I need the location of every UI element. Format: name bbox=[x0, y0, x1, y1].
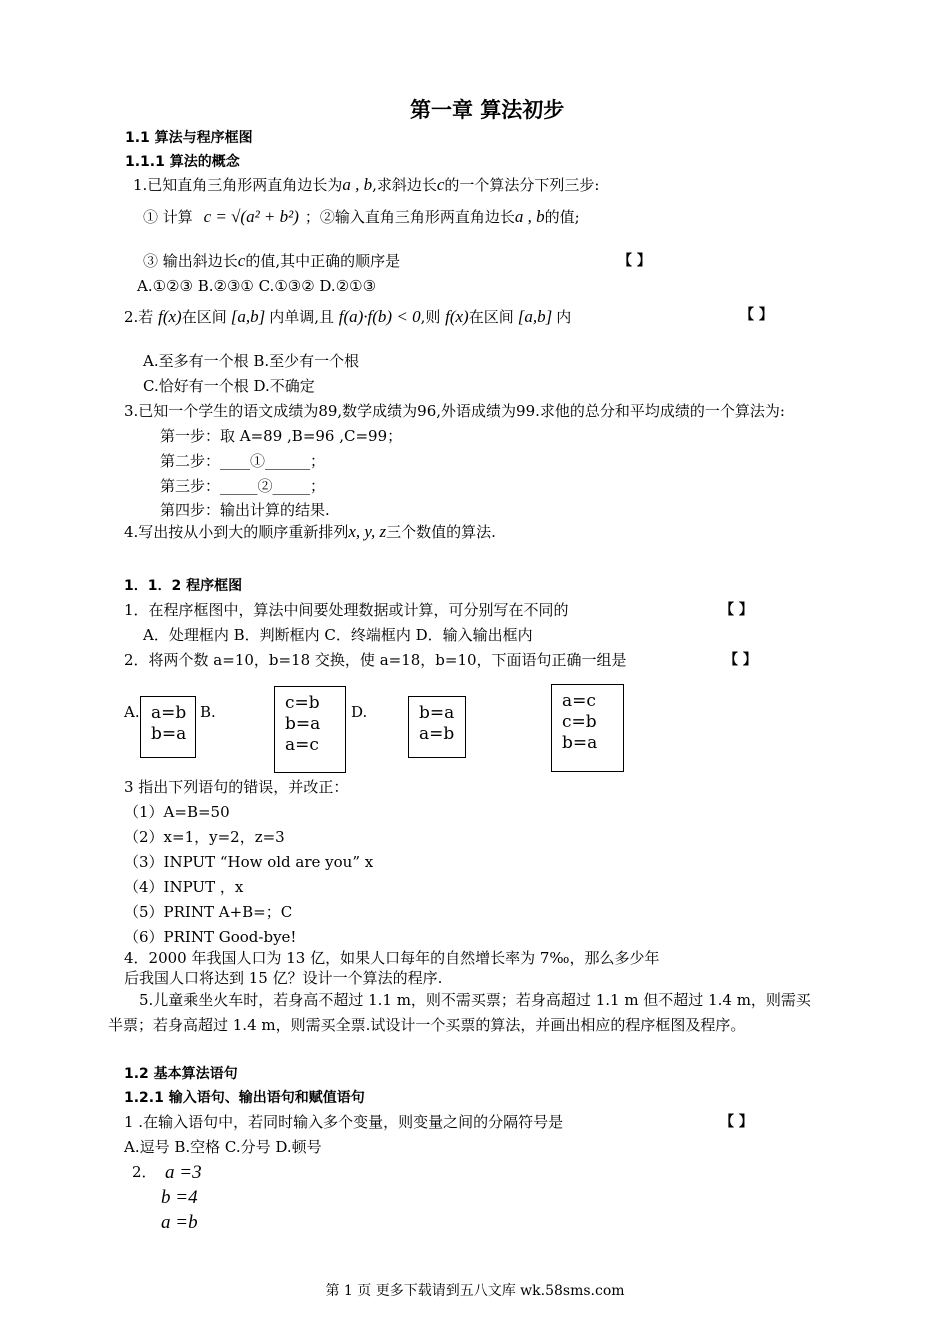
q1-step3-text: 的值,其中正确的顺序是 bbox=[245, 252, 401, 270]
p2-label-a: A. bbox=[124, 703, 140, 721]
q1-step3 bbox=[143, 251, 400, 271]
p2-answer-bracket: 【 】 bbox=[724, 652, 757, 668]
q2-interval: [a,b] bbox=[230, 307, 266, 326]
q4-vars: x, y, z bbox=[348, 522, 387, 541]
page-title: 第一章 算法初步 bbox=[410, 98, 565, 122]
r2-code-line: a =3 bbox=[165, 1162, 202, 1183]
q1-var-ab: a , b bbox=[342, 175, 373, 194]
q2-text-4: ,则 bbox=[420, 308, 441, 326]
q1-var-c: c bbox=[436, 175, 445, 194]
r1-stem: 1 .在输入语句中，若同时输入多个变量，则变量之间的分隔符号是 bbox=[124, 1113, 564, 1131]
p2-box-d-line: b=a bbox=[562, 733, 598, 753]
q1-step1-text: ；②输入直角三角形两直角边长 bbox=[304, 208, 515, 226]
p2-box-b-line: c=b bbox=[285, 693, 320, 713]
p2-box-d bbox=[551, 684, 624, 772]
q1-answer-bracket: 【 】 bbox=[618, 253, 651, 269]
r1-options: A.逗号 B.空格 C.分号 D.顿号 bbox=[124, 1138, 322, 1156]
p3-item: （6）PRINT Good-bye! bbox=[124, 928, 297, 946]
p3-item: （1）A=B=50 bbox=[124, 803, 230, 821]
p2-box-d-line: a=c bbox=[562, 691, 596, 711]
q1-step1 bbox=[143, 207, 580, 227]
q2-options-1: A.至多有一个根 B.至少有一个根 bbox=[143, 352, 360, 370]
p2-stem: 2．将两个数 a=10，b=18 交换，使 a=18，b=10，下面语句正确一组是 bbox=[124, 651, 627, 669]
p2-box-b bbox=[274, 686, 346, 773]
q2-interval-2: [a,b] bbox=[517, 307, 553, 326]
p2-box-b-line: a=c bbox=[285, 735, 319, 755]
q4-text-1: 4.写出按从小到大的顺序重新排列 bbox=[124, 523, 349, 541]
p3-item: （5）PRINT A+B=；C bbox=[124, 903, 293, 921]
q1-step3-label: ③ 输出斜边长 bbox=[143, 252, 238, 270]
q2-condition: f(a)·f(b) < 0 bbox=[338, 307, 421, 326]
page-footer: 第 1 页 更多下载请到五八文库 wk.58sms.com bbox=[325, 1283, 625, 1299]
q1-stem bbox=[133, 175, 599, 195]
r2-number: 2． bbox=[132, 1163, 157, 1181]
p2-box-a bbox=[140, 696, 196, 758]
q1-step1-end: 的值; bbox=[544, 208, 580, 226]
p2-box-c bbox=[408, 696, 466, 758]
q3-step-3: 第三步：_____②_____； bbox=[160, 477, 326, 495]
q3-step-1: 第一步：取 A=89 ,B=96 ,C=99； bbox=[160, 427, 403, 445]
p2-box-a-line: b=a bbox=[151, 724, 187, 744]
q1-stem-text: 1.已知直角三角形两直角边长为 bbox=[133, 176, 343, 194]
p1-answer-bracket: 【 】 bbox=[720, 602, 753, 618]
p2-label-b: B. bbox=[200, 703, 216, 721]
q1-step1-label: ① 计算 bbox=[143, 208, 193, 226]
q1-stem-text-3: 的一个算法分下列三步: bbox=[444, 176, 600, 194]
q3-stem: 3.已知一个学生的语文成绩为89,数学成绩为96,外语成绩为99.求他的总分和平均成绩的一个算法为: bbox=[124, 402, 785, 420]
p2-box-c-line: a=b bbox=[419, 724, 455, 744]
q2-text-2: 在区间 bbox=[181, 308, 227, 326]
section-heading-1-1-2: 1．1．2 程序框图 bbox=[124, 578, 243, 594]
p4-line-1: 4．2000 年我国人口为 13 亿，如果人口每年的自然增长率为 7‰，那么多少年 bbox=[124, 949, 660, 967]
r2-code-line: a =b bbox=[161, 1212, 198, 1233]
p3-stem: 3 指出下列语句的错误，并改正： bbox=[124, 778, 349, 796]
section-heading-1-2: 1.2 基本算法语句 bbox=[124, 1066, 238, 1082]
q1-options: A.①②③ B.②③① C.①③② D.②①③ bbox=[137, 277, 377, 295]
q3-step-4: 第四步：输出计算的结果. bbox=[160, 501, 330, 519]
q1-stem-text-2: ,求斜边长 bbox=[372, 176, 437, 194]
section-heading-1-1-1: 1.1.1 算法的概念 bbox=[125, 154, 240, 170]
p2-box-c-line: b=a bbox=[419, 703, 455, 723]
p5-line-1: 5.儿童乘坐火车时，若身高不超过 1.1 m，则不需买票；若身高超过 1.1 m 但不超过 1.4 m，则需买 bbox=[139, 991, 811, 1009]
p3-item: （2）x=1，y=2，z=3 bbox=[124, 828, 285, 846]
q2-text-1: 2.若 bbox=[124, 308, 154, 326]
q4-text-2: 三个数值的算法. bbox=[386, 523, 496, 541]
q3-step-2: 第二步：____①______； bbox=[160, 452, 326, 470]
p2-box-b-line: b=a bbox=[285, 714, 321, 734]
q2-stem bbox=[124, 307, 571, 327]
p5-line-2: 半票；若身高超过 1.4 m，则需买全票.试设计一个买票的算法，并画出相应的程序框图及程序。 bbox=[108, 1016, 746, 1034]
q2-fx: f(x) bbox=[158, 307, 182, 326]
p2-box-a-line: a=b bbox=[151, 703, 187, 723]
q1-var-c-2: c bbox=[237, 251, 246, 270]
p3-item: （3）INPUT “How old are you” x bbox=[124, 853, 374, 871]
q2-options-2: C.恰好有一个根 D.不确定 bbox=[143, 377, 315, 395]
section-heading-1-2-1: 1.2.1 输入语句、输出语句和赋值语句 bbox=[124, 1090, 365, 1106]
r2-code-line: b =4 bbox=[161, 1187, 198, 1208]
q1-var-ab-2: a , b bbox=[514, 207, 545, 226]
q2-fx-2: f(x) bbox=[445, 307, 469, 326]
r1-answer-bracket: 【 】 bbox=[720, 1114, 753, 1130]
p3-item: （4）INPUT ，x bbox=[124, 878, 244, 896]
p2-label-d: D. bbox=[351, 703, 368, 721]
p1-options: A．处理框内 B．判断框内 C．终端框内 D．输入输出框内 bbox=[143, 626, 533, 644]
p4-line-2: 后我国人口将达到 15 亿？设计一个算法的程序. bbox=[124, 969, 443, 987]
q2-answer-bracket: 【 】 bbox=[740, 307, 773, 323]
p2-box-d-line: c=b bbox=[562, 712, 597, 732]
q1-formula: c = √(a² + b²) bbox=[203, 207, 299, 226]
q2-text-3: 内单调,且 bbox=[269, 308, 334, 326]
q2-text-6: 内 bbox=[556, 308, 572, 326]
q4-stem bbox=[124, 522, 496, 542]
section-heading-1-1: 1.1 算法与程序框图 bbox=[125, 130, 253, 146]
q2-text-5: 在区间 bbox=[468, 308, 514, 326]
p1-stem: 1．在程序框图中，算法中间要处理数据或计算，可分别写在不同的 bbox=[124, 601, 569, 619]
